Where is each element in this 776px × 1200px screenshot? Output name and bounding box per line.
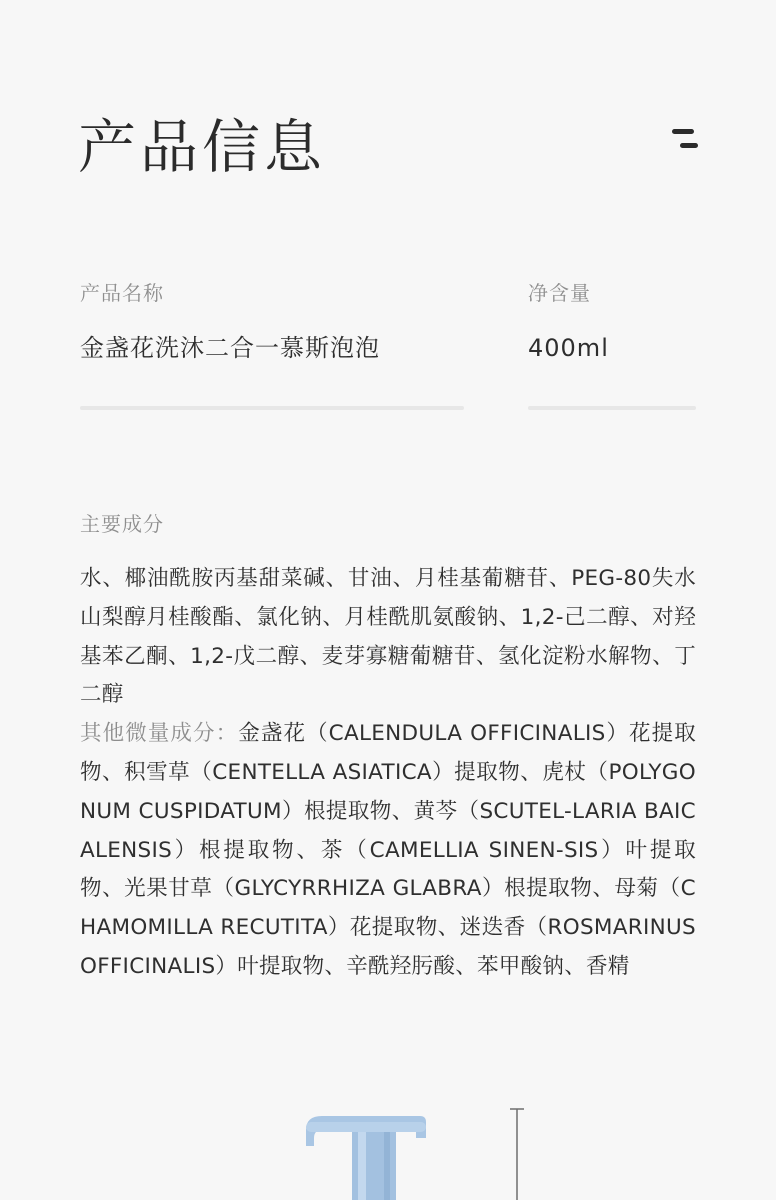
net-volume-label: 净含量 [528, 281, 591, 305]
net-volume-divider [528, 406, 696, 410]
ingredients-label: 主要成分 [80, 512, 164, 536]
page-title: 产品信息 [78, 113, 327, 181]
product-name-label: 产品名称 [80, 281, 164, 305]
minor-ingredients-label: 其他微量成分： [80, 721, 239, 747]
product-name-value: 金盏花洗沐二合一慕斯泡泡 [80, 334, 380, 362]
product-name-divider [80, 406, 464, 410]
net-volume-value: 400ml [528, 334, 609, 362]
menu-icon[interactable] [668, 128, 700, 150]
bottle-pump-image [300, 1108, 440, 1200]
minor-ingredients: 金盏花（CALENDULA OFFICINALIS）花提取物、积雪草（CENTELLA ASIATICA）提取物、虎杖（POLYGONUM CUSPIDATUM）根提取物、黄芩（SCUTEL-LARIA BAICALENSIS）根提取物、茶（CAMELLIA SINEN-SIS）叶提取物、光果甘草（GLYCYRRHIZA GLABRA）根提取物、母菊（CHAMOMILLA RECUTITA）花提取物、迷迭香（ROSMARINUS OFFICINALIS）叶提取物、辛酰羟肟酸、苯甲酸钠、香精 [80, 721, 696, 979]
ingredients-text [80, 560, 696, 987]
height-scale-line [508, 1108, 526, 1200]
main-ingredients: 水、椰油酰胺丙基甜菜碱、甘油、月桂基葡糖苷、PEG-80失水山梨醇月桂酸酯、氯化钠、月桂酰肌氨酸钠、1,2-己二醇、对羟基苯乙酮、1,2-戊二醇、麦芽寡糖葡糖苷、氢化淀粉水解物、丁二醇 [80, 566, 696, 708]
